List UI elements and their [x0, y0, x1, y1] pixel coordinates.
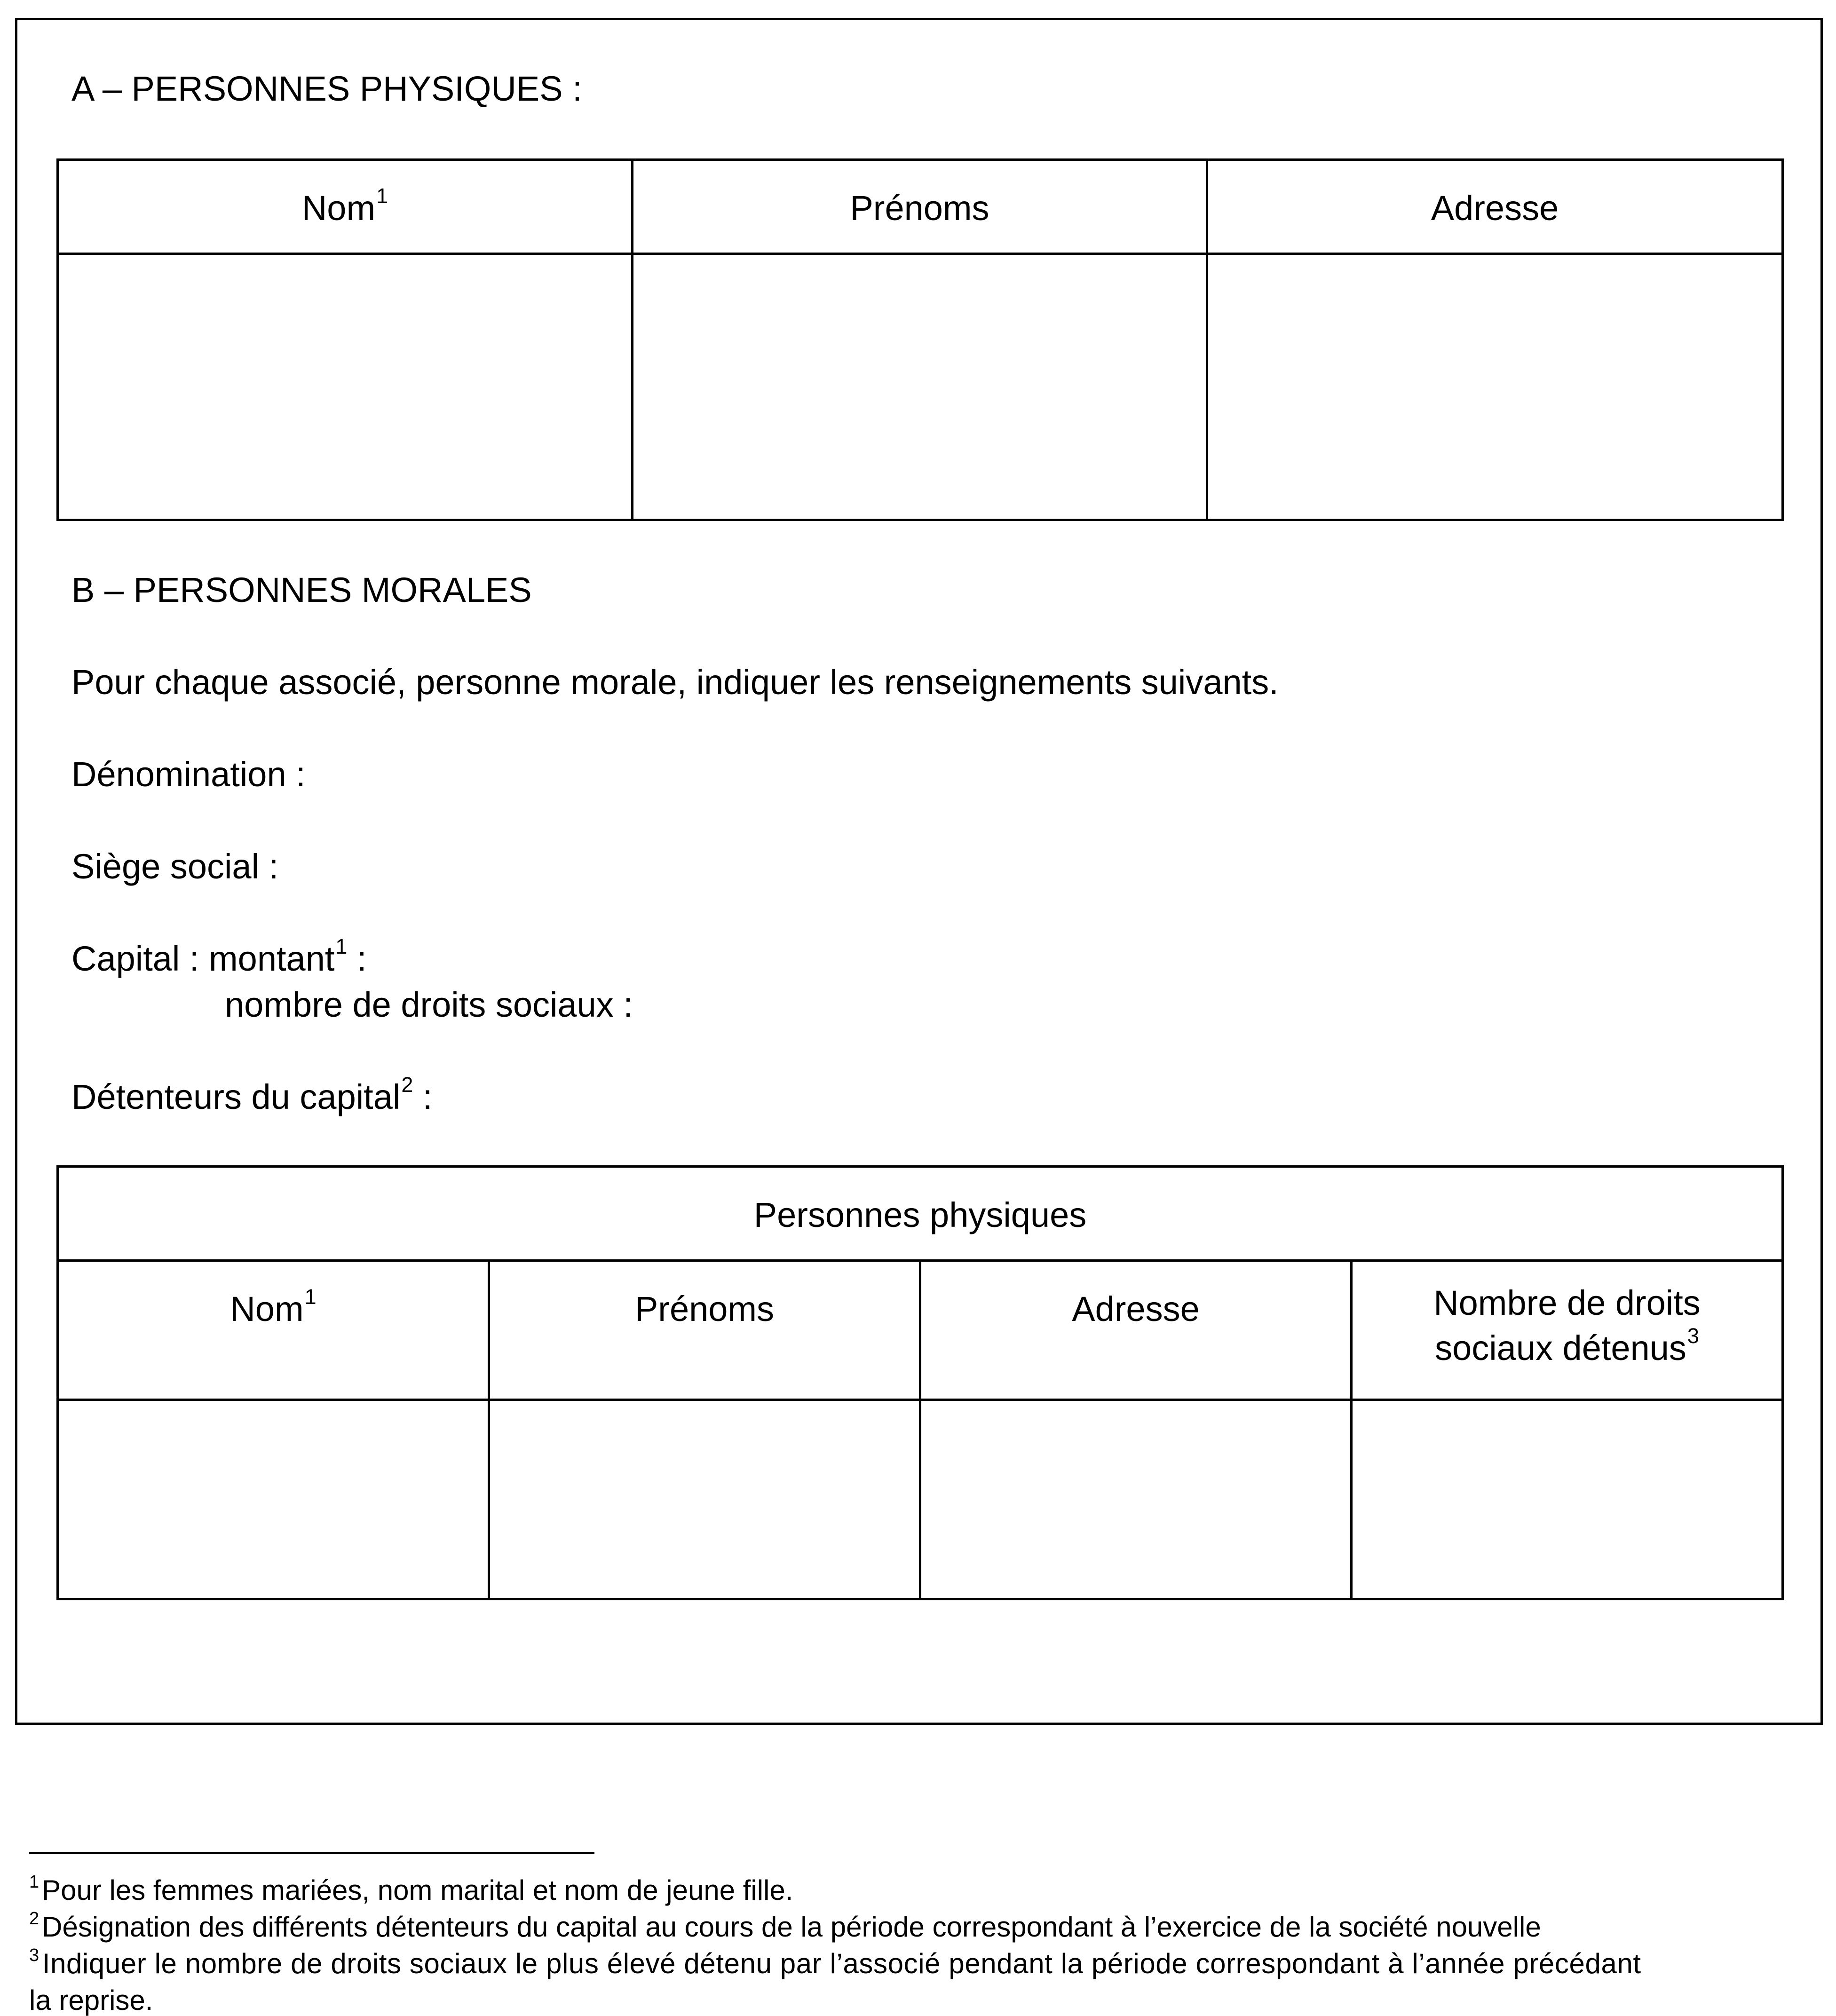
footnote-ref: 1 — [335, 934, 348, 958]
denomination-label: Dénomination : — [71, 755, 306, 794]
footnote-3-continuation: la reprise. — [29, 1984, 153, 2016]
capital-droits-label: nombre de droits sociaux : — [225, 985, 633, 1024]
capital-text: Capital : montant — [71, 939, 335, 978]
header-label-line1: Nombre de droits — [1433, 1283, 1701, 1322]
column-header-nom — [58, 1261, 489, 1400]
table-row — [58, 1400, 1783, 1599]
empty-cell-prenoms[interactable] — [489, 1400, 920, 1599]
column-header-prenoms — [633, 160, 1207, 254]
footnote-text: Désignation des différents détenteurs du capital au cours de la période correspondant à l’exercice de la société nouvelle — [42, 1911, 1541, 1943]
column-header-adresse — [1207, 160, 1783, 254]
empty-cell-nombre-droits[interactable] — [1352, 1400, 1783, 1599]
footnote-number: 2 — [29, 1909, 40, 1929]
group-header-label: Personnes physiques — [753, 1195, 1087, 1234]
group-header-personnes-physiques — [58, 1167, 1783, 1261]
header-label: Nom — [230, 1289, 304, 1328]
column-header-prenoms — [489, 1261, 920, 1400]
detenteurs-label — [71, 1073, 433, 1116]
section-a-title: A – PERSONNES PHYSIQUES : — [71, 69, 582, 108]
table-personnes-physiques-a — [56, 158, 1784, 521]
header-label: Prénoms — [634, 1289, 775, 1328]
section-b-title: B – PERSONNES MORALES — [71, 570, 532, 609]
table-row — [58, 254, 1783, 520]
header-label-line2: sociaux détenus — [1435, 1328, 1686, 1368]
empty-cell-adresse[interactable] — [920, 1400, 1352, 1599]
header-label: Adresse — [1431, 189, 1559, 228]
siege-social-label: Siège social : — [71, 847, 279, 886]
empty-cell-prenoms[interactable] — [633, 254, 1207, 520]
footnote-ref: 2 — [401, 1073, 413, 1097]
section-b-intro: Pour chaque associé, personne morale, indiquer les renseignements suivants. — [71, 663, 1279, 702]
footnote-number: 1 — [29, 1872, 40, 1892]
capital-montant-label — [71, 934, 367, 978]
footnote-number: 3 — [29, 1945, 40, 1965]
table-group-header-row — [58, 1167, 1783, 1261]
table-header-row — [58, 160, 1783, 254]
footnote-text: Pour les femmes mariées, nom marital et nom de jeune fille. — [42, 1874, 793, 1906]
footnote-text: Indiquer le nombre de droits sociaux le plus élevé détenu par l’associé pendant la période correspondant à l’année précédant — [42, 1948, 1641, 1979]
column-header-adresse — [920, 1261, 1352, 1400]
empty-cell-nom[interactable] — [58, 254, 633, 520]
footnote-separator — [29, 1852, 594, 1854]
detenteurs-text: Détenteurs du capital — [71, 1077, 401, 1116]
footnote-ref: 1 — [376, 184, 388, 208]
table-header-row — [58, 1261, 1783, 1400]
capital-colon: : — [347, 939, 367, 978]
footnote-ref: 3 — [1687, 1324, 1699, 1348]
detenteurs-colon: : — [413, 1077, 433, 1116]
column-header-nombre-droits — [1352, 1261, 1783, 1400]
table-detenteurs — [56, 1165, 1784, 1600]
footnote-2 — [29, 1909, 1541, 1943]
footnote-ref: 1 — [304, 1285, 317, 1309]
empty-cell-adresse[interactable] — [1207, 254, 1783, 520]
header-label: Prénoms — [850, 189, 989, 228]
footnote-3 — [29, 1945, 1641, 1979]
footnote-1 — [29, 1872, 793, 1906]
column-header-nom — [58, 160, 633, 254]
header-label: Nom — [301, 189, 376, 228]
header-label: Adresse — [1072, 1289, 1200, 1328]
empty-cell-nom[interactable] — [58, 1400, 489, 1599]
